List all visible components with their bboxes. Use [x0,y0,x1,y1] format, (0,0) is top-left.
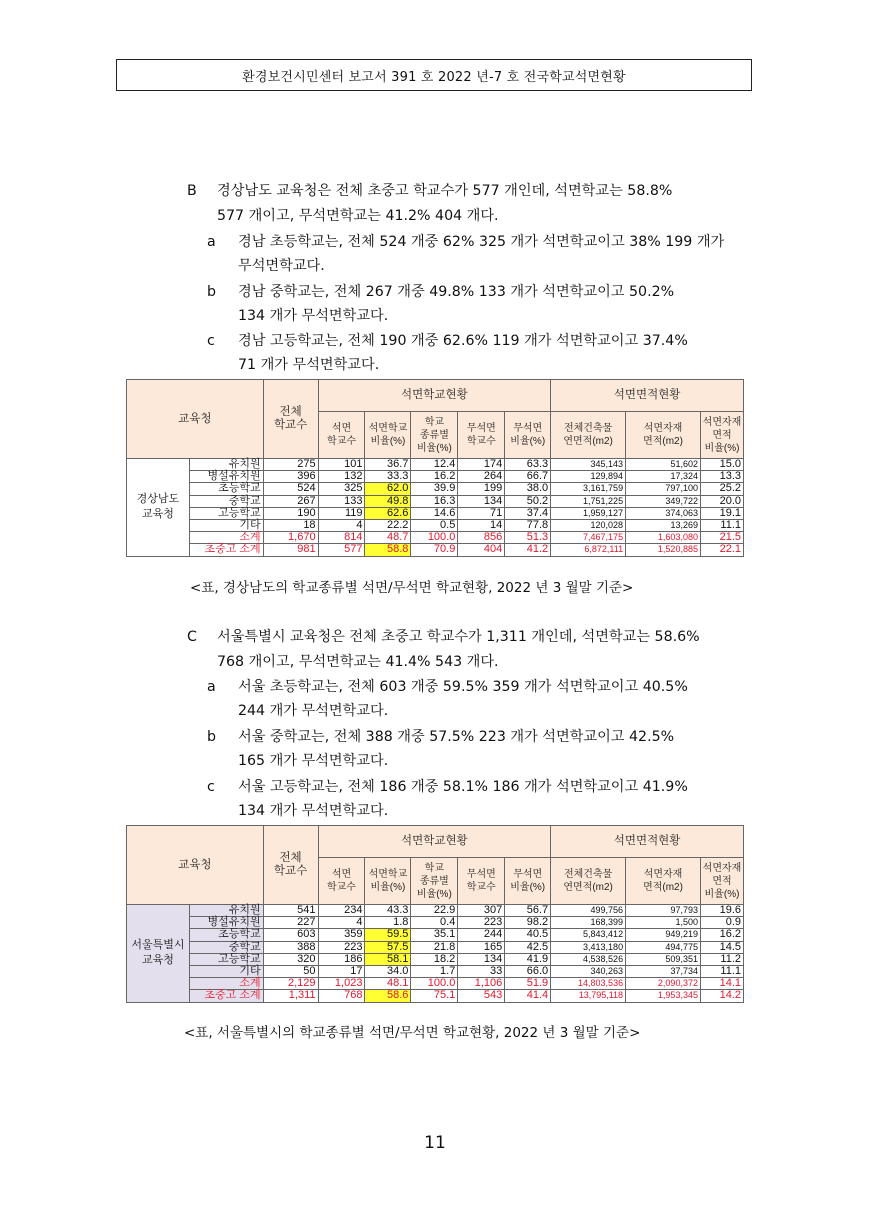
table-cell: 1,670 [263,532,318,544]
section-c-line2: 768 개이고, 무석면학교는 41.4% 543 개다. [217,654,499,670]
table-cell: 1,311 [263,990,318,1002]
table-cell: 16.2 [411,471,458,483]
total-header: 전체 학교수 [263,826,318,905]
table-cell: 267 [263,495,318,507]
section-b-item-b-line1: 경남 중학교는, 전체 267 개중 49.8% 133 개가 석면학교이고 50.2% [238,284,675,300]
table-cell: 1.8 [365,917,411,929]
column-header: 학교 종류별 비율(%) [411,858,458,905]
page-number: 11 [424,1133,446,1153]
table-cell: 42.5 [505,941,551,953]
table-cell: 359 [318,929,365,941]
table-cell: 1,751,225 [551,495,626,507]
table-cell: 11.1 [700,965,743,977]
asbestos-school-header: 석면학교현황 [318,380,551,412]
table-cell: 11.2 [700,953,743,965]
table-cell: 50 [263,965,318,977]
gyeongnam-school-table [126,379,744,557]
table-cell: 35.1 [411,929,458,941]
column-header: 무석면 비율(%) [505,858,551,905]
category-label: 기타 [189,965,263,977]
table-cell: 43.3 [365,905,411,917]
table-cell: 14.5 [700,941,743,953]
seoul-school-table [126,825,744,1003]
table-cell: 51,602 [626,459,701,471]
table-cell: 39.9 [411,483,458,495]
category-label: 고등학교 [189,507,263,519]
table-cell: 499,756 [551,905,626,917]
table-cell: 63.3 [505,459,551,471]
asbestos-area-header: 석면면적현황 [551,826,744,858]
table-cell: 14.2 [700,990,743,1002]
table-cell: 949,219 [626,929,701,941]
table-row [127,507,744,519]
section-c-item-b-line2: 165 개가 무석면학교다. [238,753,389,769]
table-cell: 1,953,345 [626,990,701,1002]
section-b-item-c-line1: 경남 고등학교는, 전체 190 개중 62.6% 119 개가 석면학교이고 37.4% [238,333,688,349]
table-cell: 41.4 [505,990,551,1002]
table-cell: 62.0 [365,483,411,495]
table-cell: 186 [318,953,365,965]
table-cell: 119 [318,507,365,519]
section-b-item-c-marker: c [207,333,215,349]
table-cell: 1.7 [411,965,458,977]
table-cell: 1,520,885 [626,544,701,556]
category-label: 초등학교 [189,929,263,941]
table-cell: 1,959,127 [551,507,626,519]
table-cell: 6,872,111 [551,544,626,556]
region-label: 서울특별시 교육청 [127,905,190,1003]
column-header: 학교 종류별 비율(%) [411,412,458,459]
table-cell: 41.2 [505,544,551,556]
table-cell: 19.6 [700,905,743,917]
column-header: 석면자재 면적(m2) [626,858,701,905]
table-cell: 374,063 [626,507,701,519]
table-cell: 57.5 [365,941,411,953]
table-cell: 134 [458,495,505,507]
table-cell: 234 [318,905,365,917]
table-cell: 325 [318,483,365,495]
table-row [127,953,744,965]
table-cell: 38.0 [505,483,551,495]
table-cell: 396 [263,471,318,483]
section-b-item-a-line1: 경남 초등학교는, 전체 524 개중 62% 325 개가 석면학교이고 38% 199 개가 [238,234,725,250]
asbestos-area-header: 석면면적현황 [551,380,744,412]
table-cell: 50.2 [505,495,551,507]
table-cell: 97,793 [626,905,701,917]
table-cell: 3,161,759 [551,483,626,495]
table-cell: 4,538,526 [551,953,626,965]
table-cell: 223 [458,917,505,929]
category-label: 유치원 [189,459,263,471]
table-cell: 58.8 [365,544,411,556]
table-cell: 25.2 [700,483,743,495]
table-cell: 4 [318,917,365,929]
section-b-item-a-marker: a [207,234,216,250]
table-cell: 0.9 [700,917,743,929]
table-cell: 244 [458,929,505,941]
table-row [127,941,744,953]
category-label: 중학교 [189,941,263,953]
table-cell: 75.1 [411,990,458,1002]
region-label: 경상남도 교육청 [127,459,190,557]
table-cell: 14.6 [411,507,458,519]
table2-caption: <표, 서울특별시의 학교종류별 석면/무석면 학교현황, 2022 년 3 월말 기준> [184,1025,641,1041]
table-cell: 51.3 [505,532,551,544]
table-cell: 14.1 [700,978,743,990]
section-b-item-b-marker: b [207,284,217,300]
table-cell: 1,500 [626,917,701,929]
table-cell: 1,106 [458,978,505,990]
section-c-line1: 서울특별시 교육청은 전체 초중고 학교수가 1,311 개인데, 석면학교는 58.6% [217,629,700,645]
table-cell: 22.9 [411,905,458,917]
category-label: 초중고 소계 [189,990,263,1002]
table-cell: 345,143 [551,459,626,471]
category-label: 소계 [189,978,263,990]
edu-header: 교육청 [127,826,264,905]
table-cell: 37,734 [626,965,701,977]
table-cell: 19.1 [700,507,743,519]
category-label: 고등학교 [189,953,263,965]
table-cell: 4 [318,519,365,531]
column-header: 무석면 비율(%) [505,412,551,459]
table-cell: 48.7 [365,532,411,544]
table-cell: 37.4 [505,507,551,519]
category-label: 초등학교 [189,483,263,495]
section-b-item-b-line2: 134 개가 무석면학교다. [238,308,389,324]
table-cell: 494,775 [626,941,701,953]
section-b-line2: 577 개이고, 무석면학교는 41.2% 404 개다. [217,208,499,224]
table-cell: 2,090,372 [626,978,701,990]
table-cell: 320 [263,953,318,965]
column-header: 석면 학교수 [318,858,365,905]
table-cell: 388 [263,941,318,953]
table-cell: 66.0 [505,965,551,977]
column-header: 무석면 학교수 [458,412,505,459]
table-cell: 129,894 [551,471,626,483]
column-header: 석면 학교수 [318,412,365,459]
table-cell: 199 [458,483,505,495]
table-row [127,495,744,507]
category-label: 병설유치원 [189,471,263,483]
edu-header: 교육청 [127,380,264,459]
table-cell: 17 [318,965,365,977]
table-cell: 56.7 [505,905,551,917]
category-label: 유치원 [189,905,263,917]
table-cell: 340,263 [551,965,626,977]
section-b-line1: 경상남도 교육청은 전체 초중고 학교수가 577 개인데, 석면학교는 58.8% [217,183,673,199]
table-cell: 0.5 [411,519,458,531]
table-cell: 223 [318,941,365,953]
table-cell: 15.0 [700,459,743,471]
table-cell: 814 [318,532,365,544]
section-b-item-a-line2: 무석면학교다. [238,258,325,274]
table-cell: 524 [263,483,318,495]
table-row [127,905,744,917]
table-cell: 7,467,175 [551,532,626,544]
table-cell: 20.0 [700,495,743,507]
category-label: 초중고 소계 [189,544,263,556]
total-header: 전체 학교수 [263,380,318,459]
section-c-item-b-marker: b [207,729,217,745]
table-row [127,544,744,556]
table-cell: 48.1 [365,978,411,990]
table-cell: 41.9 [505,953,551,965]
table-cell: 18.2 [411,953,458,965]
table-cell: 59.5 [365,929,411,941]
column-header: 석면자재 면적(m2) [626,412,701,459]
table-row [127,532,744,544]
section-c-item-a-marker: a [207,679,216,695]
report-header: 환경보건시민센터 보고서 391 호 2022 년-7 호 전국학교석면현황 [116,59,752,91]
column-header: 석면학교 비율(%) [365,858,411,905]
table-cell: 264 [458,471,505,483]
table-cell: 797,100 [626,483,701,495]
section-c-item-c-line1: 서울 고등학교는, 전체 186 개중 58.1% 186 개가 석면학교이고 41.9% [238,779,688,795]
table-cell: 14 [458,519,505,531]
table-cell: 349,722 [626,495,701,507]
table-cell: 577 [318,544,365,556]
table-cell: 58.1 [365,953,411,965]
table-cell: 603 [263,929,318,941]
table-cell: 13,795,118 [551,990,626,1002]
table-cell: 11.1 [700,519,743,531]
table-cell: 40.5 [505,929,551,941]
column-header: 전체건축물 연면적(m2) [551,412,626,459]
table-cell: 174 [458,459,505,471]
table-cell: 49.8 [365,495,411,507]
table-cell: 275 [263,459,318,471]
table-cell: 70.9 [411,544,458,556]
section-c-item-c-line2: 134 개가 무석면학교다. [238,803,389,819]
table-cell: 77.8 [505,519,551,531]
table-cell: 21.5 [700,532,743,544]
table-cell: 22.2 [365,519,411,531]
column-header: 석면자재 면적 비율(%) [700,858,743,905]
table-cell: 34.0 [365,965,411,977]
column-header: 석면학교 비율(%) [365,412,411,459]
table-cell: 168,399 [551,917,626,929]
table-cell: 51.9 [505,978,551,990]
table-cell: 36.7 [365,459,411,471]
table-cell: 101 [318,459,365,471]
table-cell: 190 [263,507,318,519]
table-cell: 16.2 [700,929,743,941]
column-header: 석면자재 면적 비율(%) [700,412,743,459]
table-cell: 17,324 [626,471,701,483]
column-header: 전체건축물 연면적(m2) [551,858,626,905]
table-cell: 307 [458,905,505,917]
table1-caption: <표, 경상남도의 학교종류별 석면/무석면 학교현황, 2022 년 3 월말 기준> [190,580,634,596]
table-cell: 981 [263,544,318,556]
table-row [127,978,744,990]
table-cell: 100.0 [411,532,458,544]
section-c-item-a-line1: 서울 초등학교는, 전체 603 개중 59.5% 359 개가 석면학교이고 40.5% [238,679,688,695]
table-row [127,929,744,941]
table-cell: 768 [318,990,365,1002]
section-c-marker: C [187,629,197,645]
table-cell: 62.6 [365,507,411,519]
category-label: 소계 [189,532,263,544]
section-c-item-a-line2: 244 개가 무석면학교다. [238,703,389,719]
section-b-marker: B [187,183,197,199]
table-row [127,459,744,471]
table-cell: 33 [458,965,505,977]
table-cell: 22.1 [700,544,743,556]
table-cell: 13,269 [626,519,701,531]
table-row [127,990,744,1002]
table-cell: 71 [458,507,505,519]
table-cell: 543 [458,990,505,1002]
table-cell: 856 [458,532,505,544]
table-cell: 21.8 [411,941,458,953]
column-header: 무석면 학교수 [458,858,505,905]
table-row [127,483,744,495]
table-cell: 16.3 [411,495,458,507]
table-cell: 1,603,080 [626,532,701,544]
table-cell: 100.0 [411,978,458,990]
table-cell: 98.2 [505,917,551,929]
table-cell: 509,351 [626,953,701,965]
table-cell: 66.7 [505,471,551,483]
category-label: 중학교 [189,495,263,507]
table-cell: 58.6 [365,990,411,1002]
table-cell: 3,413,180 [551,941,626,953]
table-cell: 33.3 [365,471,411,483]
table-cell: 133 [318,495,365,507]
table-cell: 2,129 [263,978,318,990]
category-label: 기타 [189,519,263,531]
table-cell: 12.4 [411,459,458,471]
table-cell: 14,803,536 [551,978,626,990]
table-cell: 18 [263,519,318,531]
section-c-item-b-line1: 서울 중학교는, 전체 388 개중 57.5% 223 개가 석면학교이고 42.5% [238,729,675,745]
table-cell: 134 [458,953,505,965]
table-cell: 0.4 [411,917,458,929]
table-cell: 5,843,412 [551,929,626,941]
table-cell: 404 [458,544,505,556]
table-cell: 132 [318,471,365,483]
table-row [127,965,744,977]
asbestos-school-header: 석면학교현황 [318,826,551,858]
table-cell: 165 [458,941,505,953]
table-row [127,519,744,531]
category-label: 병설유치원 [189,917,263,929]
section-b-item-c-line2: 71 개가 무석면학교다. [238,357,380,373]
section-c-item-c-marker: c [207,779,215,795]
table-cell: 13.3 [700,471,743,483]
table-cell: 541 [263,905,318,917]
table-cell: 1,023 [318,978,365,990]
table-cell: 120,028 [551,519,626,531]
table-cell: 227 [263,917,318,929]
